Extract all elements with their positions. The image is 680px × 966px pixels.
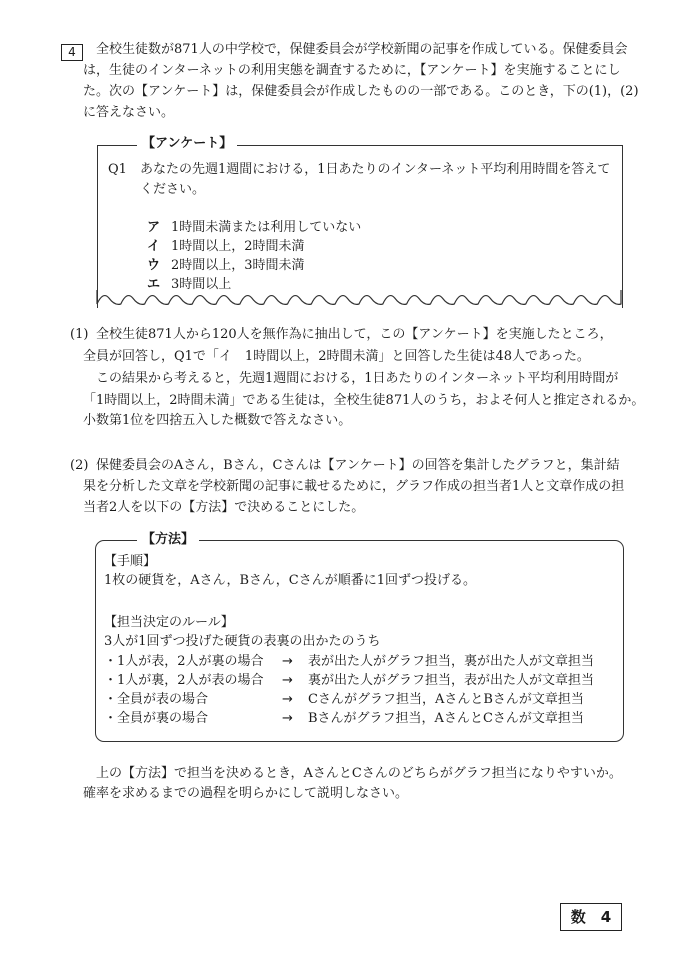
intro-line-3: た。次の【アンケート】は，保健委員会が作成したものの一部である。このとき，下の(1)，(2): [83, 84, 639, 99]
part1-line-1: 全校生徒871人から120人を無作為に抽出して，この【アンケート】を実施したところ，: [96, 327, 613, 342]
rule-arrow-1: →: [282, 654, 293, 669]
rule-intro: 3人が1回ずつ投げた硬貨の表裏の出かたのうち: [104, 634, 381, 649]
rule-condition-4: ・全員が裏の場合: [104, 711, 209, 726]
survey-option-a: [147, 218, 361, 239]
survey-title: 【アンケート】: [137, 133, 237, 155]
procedure-text: 1枚の硬貨を，Aさん，Bさん，Cさんが順番に1回ずつ投げる。: [104, 573, 476, 588]
option-text: 1時間未満または利用していない: [171, 220, 362, 235]
closing-line-1: 上の【方法】で担当を決めるとき，AさんとCさんのどちらがグラフ担当になりやすいか。: [96, 766, 622, 781]
survey-q-label: Q1: [108, 162, 127, 177]
rule-result-4: Bさんがグラフ担当，AさんとCさんが文章担当: [308, 711, 584, 726]
procedure-title: 【手順】: [104, 554, 157, 569]
option-letter: エ: [147, 277, 161, 292]
rule-result-3: Cさんがグラフ担当，AさんとBさんが文章担当: [308, 692, 584, 707]
intro-line-2: は，生徒のインターネットの利用実態を調査するために，【アンケート】を実施することにし: [83, 63, 621, 78]
option-letter: ア: [147, 220, 161, 235]
option-text: 3時間以上: [171, 277, 232, 292]
part2-line-3: 当者2人を以下の【方法】で決めることにした。: [83, 500, 365, 515]
rule-condition-3: ・全員が表の場合: [104, 692, 209, 707]
part1-line-3: この結果から考えると，先週1週間における，1日あたりのインターネット平均利用時間が: [96, 371, 619, 386]
survey-q-line-1: あなたの先週1週間における，1日あたりのインターネット平均利用時間を答えて: [140, 162, 611, 177]
survey-option-u: [147, 256, 305, 277]
method-title: 【方法】: [137, 529, 199, 551]
rule-arrow-2: →: [282, 673, 293, 688]
part2-label: (2): [70, 458, 89, 473]
rule-result-2: 裏が出た人がグラフ担当，表が出た人が文章担当: [308, 673, 595, 688]
option-letter: ウ: [147, 258, 161, 273]
part1-line-2: 全員が回答し，Q1で「イ 1時間以上，2時間未満」と回答した生徒は48人であった。: [83, 349, 590, 364]
closing-line-2: 確率を求めるまでの過程を明らかにして説明しなさい。: [83, 786, 409, 801]
option-text: 1時間以上，2時間未満: [171, 239, 305, 254]
question-number: 4: [61, 44, 83, 61]
part1-line-4: 「1時間以上，2時間未満」である生徒は，全校生徒871人のうち，およそ何人と推定されるか。: [83, 393, 645, 408]
part2-line-1: 保健委員会のAさん，Bさん，Cさんは【アンケート】の回答を集計したグラフと，集計結: [96, 458, 620, 473]
option-text: 2時間以上，3時間未満: [171, 258, 305, 273]
survey-option-e: [147, 275, 231, 296]
part1-line-5: 小数第1位を四捨五入した概数で答えなさい。: [83, 413, 352, 428]
intro-line-1: 全校生徒数が871人の中学校で，保健委員会が学校新聞の記事を作成している。保健委員会: [96, 42, 628, 57]
rule-condition-1: ・1人が表，2人が裏の場合: [104, 654, 264, 669]
intro-line-4: に答えなさい。: [83, 105, 175, 120]
rule-condition-2: ・1人が裏，2人が表の場合: [104, 673, 264, 688]
part2-line-2: 果を分析した文章を学校新聞の記事に載せるために，グラフ作成の担当者1人と文章作成の担: [83, 479, 625, 494]
survey-q-line-2: ください。: [140, 182, 206, 197]
page-number-label: 数 4: [560, 903, 622, 931]
survey-option-i: [147, 237, 305, 258]
part1-label: (1): [70, 327, 89, 342]
rule-result-1: 表が出た人がグラフ担当，裏が出た人が文章担当: [308, 654, 595, 669]
rule-arrow-4: →: [282, 711, 293, 726]
rule-title: 【担当決定のルール】: [104, 615, 234, 630]
option-letter: イ: [147, 239, 161, 254]
rule-arrow-3: →: [282, 692, 293, 707]
